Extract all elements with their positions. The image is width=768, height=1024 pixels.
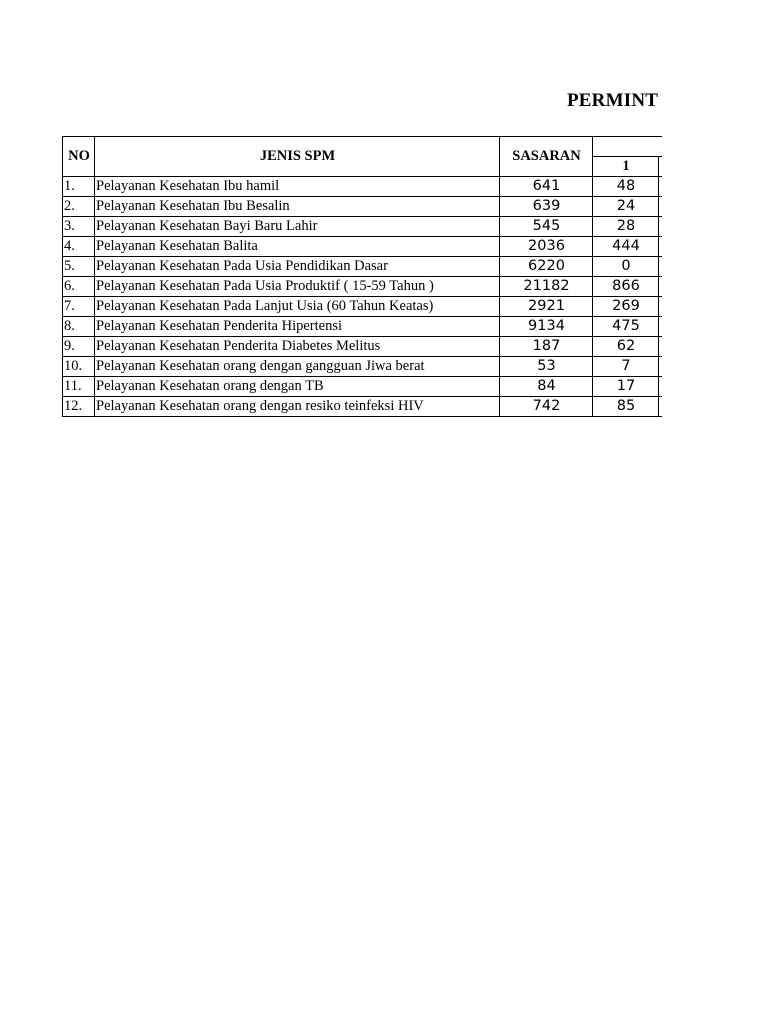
row-no: 3.	[63, 217, 95, 237]
table-row	[63, 397, 663, 417]
row-no: 4.	[63, 237, 95, 257]
row-jenis-spm: Pelayanan Kesehatan Pada Lanjut Usia (60 Tahun Keatas)	[95, 297, 500, 317]
row-value-next	[659, 337, 663, 357]
row-value-next	[659, 237, 663, 257]
row-sasaran: 641	[500, 177, 593, 197]
row-value-next	[659, 277, 663, 297]
row-no: 12.	[63, 397, 95, 417]
table-row	[63, 237, 663, 257]
row-value-1: 444	[593, 237, 659, 257]
row-value-1: 62	[593, 337, 659, 357]
header-sasaran: SASARAN	[500, 137, 593, 177]
spm-table	[62, 136, 662, 417]
header-sub-1: 1	[593, 157, 659, 177]
row-value-1: 28	[593, 217, 659, 237]
row-sasaran: 53	[500, 357, 593, 377]
table-row	[63, 277, 663, 297]
row-no: 7.	[63, 297, 95, 317]
row-sasaran: 9134	[500, 317, 593, 337]
row-sasaran: 21182	[500, 277, 593, 297]
header-no: NO	[63, 137, 95, 177]
table-row	[63, 217, 663, 237]
header-group	[593, 137, 663, 157]
row-sasaran: 742	[500, 397, 593, 417]
table-row	[63, 197, 663, 217]
row-value-next	[659, 217, 663, 237]
header-jenis-spm: JENIS SPM	[95, 137, 500, 177]
table-row	[63, 337, 663, 357]
row-value-next	[659, 357, 663, 377]
row-sasaran: 84	[500, 377, 593, 397]
row-no: 9.	[63, 337, 95, 357]
row-jenis-spm: Pelayanan Kesehatan Pada Usia Produktif ( 15-59 Tahun )	[95, 277, 500, 297]
row-value-next	[659, 177, 663, 197]
row-jenis-spm: Pelayanan Kesehatan Balita	[95, 237, 500, 257]
row-value-1: 48	[593, 177, 659, 197]
row-no: 1.	[63, 177, 95, 197]
row-value-1: 866	[593, 277, 659, 297]
row-no: 11.	[63, 377, 95, 397]
table-row	[63, 257, 663, 277]
row-value-1: 17	[593, 377, 659, 397]
row-value-next	[659, 317, 663, 337]
row-sasaran: 2036	[500, 237, 593, 257]
row-jenis-spm: Pelayanan Kesehatan Ibu Besalin	[95, 197, 500, 217]
row-no: 2.	[63, 197, 95, 217]
table-row	[63, 357, 663, 377]
table-row	[63, 377, 663, 397]
row-jenis-spm: Pelayanan Kesehatan orang dengan TB	[95, 377, 500, 397]
header-sub-next	[659, 157, 663, 177]
row-jenis-spm: Pelayanan Kesehatan Penderita Diabetes Melitus	[95, 337, 500, 357]
row-sasaran: 639	[500, 197, 593, 217]
row-no: 10.	[63, 357, 95, 377]
row-value-next	[659, 297, 663, 317]
row-no: 5.	[63, 257, 95, 277]
row-value-1: 475	[593, 317, 659, 337]
page-title: PERMINT	[567, 90, 659, 111]
table-row	[63, 317, 663, 337]
row-no: 6.	[63, 277, 95, 297]
row-value-1: 24	[593, 197, 659, 217]
row-value-1: 7	[593, 357, 659, 377]
row-jenis-spm: Pelayanan Kesehatan orang dengan gangguan Jiwa berat	[95, 357, 500, 377]
table-row	[63, 297, 663, 317]
row-value-next	[659, 377, 663, 397]
table-row	[63, 177, 663, 197]
row-value-1: 85	[593, 397, 659, 417]
row-jenis-spm: Pelayanan Kesehatan Bayi Baru Lahir	[95, 217, 500, 237]
row-sasaran: 187	[500, 337, 593, 357]
row-value-1: 0	[593, 257, 659, 277]
row-sasaran: 2921	[500, 297, 593, 317]
row-sasaran: 545	[500, 217, 593, 237]
row-sasaran: 6220	[500, 257, 593, 277]
row-jenis-spm: Pelayanan Kesehatan Pada Usia Pendidikan Dasar	[95, 257, 500, 277]
row-no: 8.	[63, 317, 95, 337]
row-value-next	[659, 197, 663, 217]
row-jenis-spm: Pelayanan Kesehatan orang dengan resiko teinfeksi HIV	[95, 397, 500, 417]
row-value-next	[659, 257, 663, 277]
row-jenis-spm: Pelayanan Kesehatan Penderita Hipertensi	[95, 317, 500, 337]
row-value-1: 269	[593, 297, 659, 317]
row-jenis-spm: Pelayanan Kesehatan Ibu hamil	[95, 177, 500, 197]
row-value-next	[659, 397, 663, 417]
